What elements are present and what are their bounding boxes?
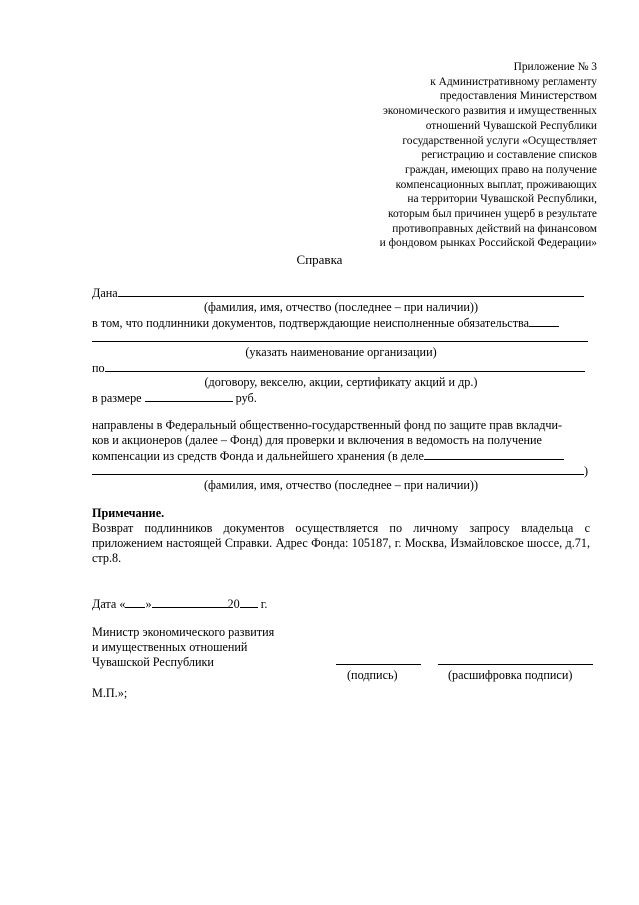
signatory-line-3: Чувашской Республики: [92, 655, 214, 669]
date-label: Дата «: [92, 597, 126, 611]
hint-fio-2: (фамилия, имя, отчество (последнее – при наличии)): [203, 478, 479, 492]
amount-label: в размере: [92, 391, 142, 405]
note-block: [92, 506, 590, 566]
document-title: Справка: [296, 252, 343, 267]
amount-line: [92, 390, 590, 405]
hint-org: (указать наименование организации): [245, 345, 437, 359]
date-year-field[interactable]: [240, 596, 258, 608]
note-heading: Примечание.: [92, 506, 165, 520]
appendix-line: и фондовом рынках Российской Федерации»: [379, 237, 597, 250]
sent-line-2: ков и акционеров (далее – Фонд) для проверки и включения в ведомость на получение: [92, 433, 542, 447]
hint-docs: (договору, векселю, акции, сертификату акций и др.): [204, 375, 478, 389]
document-type-field[interactable]: [105, 360, 585, 372]
organization-field[interactable]: [92, 330, 588, 342]
signatory-block: [92, 625, 352, 670]
signatory-line-2: и имущественных отношений: [92, 640, 248, 654]
appendix-header: [297, 60, 597, 251]
date-quote-close: »: [145, 597, 152, 611]
appendix-line: государственной услуги «Осуществляет: [402, 134, 597, 147]
appendix-line: экономического развития и имущественных: [382, 105, 597, 118]
stamp-block: [92, 686, 590, 701]
date-month-field[interactable]: [152, 596, 228, 608]
appendix-line: регистрацию и составление списков: [421, 149, 597, 162]
note-text: Возврат подлинников документов осуществляется по личному запросу владельца с приложением настоящей Справки. Адрес Фонда: 105187, г. Москва, Измайловское шоссе, д.71, стр.8.: [92, 521, 590, 565]
date-line: [92, 596, 590, 611]
signature-caption: (подпись): [347, 668, 398, 682]
case-fio-line: [92, 463, 590, 478]
appendix-line: граждан, имеющих право на получение: [405, 163, 597, 176]
obligations-field[interactable]: [529, 315, 559, 327]
case-fio-field[interactable]: [92, 463, 584, 475]
amount-field[interactable]: [145, 390, 233, 402]
org-line: [92, 330, 590, 345]
date-block: [92, 596, 590, 611]
appendix-line: которым был причинен ущерб в результате: [387, 208, 597, 221]
confirm-line: [92, 315, 590, 330]
appendix-line: предоставления Министерством: [439, 90, 597, 103]
sent-line-3: [92, 448, 590, 463]
form-block: [92, 285, 590, 405]
signature-decode-field[interactable]: [438, 664, 593, 665]
signature-field[interactable]: [336, 664, 421, 665]
by-label: по: [92, 361, 105, 375]
stamp-label: М.П.»;: [92, 686, 128, 700]
signatory-line-1: Министр экономического развития: [92, 625, 275, 639]
appendix-line: отношений Чувашской Республики: [425, 119, 597, 132]
sent-line-3-text: компенсации из средств Фонда и дальнейшего хранения (в деле: [92, 449, 424, 463]
appendix-line: противоправных действий на финансовом: [392, 222, 597, 235]
recipient-fio-field[interactable]: [118, 285, 584, 297]
hint-fio: (фамилия, имя, отчество (последнее – при наличии)): [203, 300, 479, 314]
close-paren: ): [584, 464, 589, 478]
date-year-prefix: 20: [227, 597, 240, 611]
by-line: [92, 360, 590, 375]
appendix-line: на территории Чувашской Республики,: [407, 193, 597, 206]
confirm-text: в том, что подлинники документов, подтверждающие неисполненные обязательства: [92, 316, 530, 330]
decode-caption: (расшифровка подписи): [448, 668, 573, 682]
sent-block: [92, 418, 590, 493]
date-day-field[interactable]: [125, 596, 145, 608]
appendix-line: компенсационных выплат, проживающих: [395, 178, 597, 191]
issued-line: [92, 285, 590, 300]
appendix-line: Приложение № 3: [513, 61, 597, 73]
amount-unit: руб.: [235, 391, 257, 405]
case-field[interactable]: [424, 448, 564, 460]
appendix-line: к Административному регламенту: [430, 75, 597, 88]
sent-line-1: направлены в Федеральный общественно-государственный фонд по защите прав вкладчи-: [92, 418, 563, 432]
date-year-suffix: г.: [260, 597, 268, 611]
issued-label: Дана: [92, 286, 118, 300]
